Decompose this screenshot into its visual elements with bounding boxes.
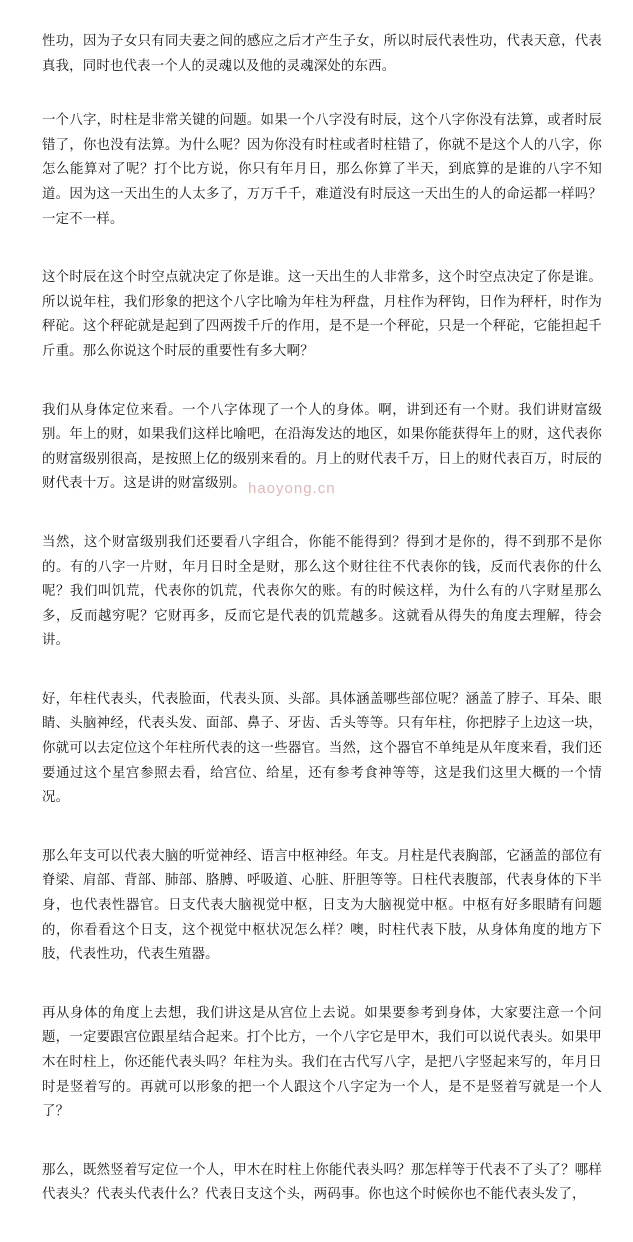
paragraph-6: 好，年柱代表头，代表脸面，代表头顶、头部。具体涵盖哪些部位呢？涵盖了脖子、耳朵、眼睛、头脑神经，代表头发、面部、鼻子、牙齿、舌头等等。只有年柱，你把脖子上边这一块，你就可以去定位这个年柱所代表的这一些器官。当然，这个器官不单纯是从年度来看，我们还要通过这个星宫参照去看，给宫位、给星，还有参考食神等等，这是我们这里大概的一个情况。 [42, 691, 602, 806]
paragraph-9: 那么，既然竖着写定位一个人，甲木在时柱上你能代表头吗？那怎样等于代表不了头了？哪样代表头？代表头代表什么？代表日支这个头，两码事。你也这个时候你也不能代表头发了， [42, 1162, 602, 1203]
paragraph-1: 性功，因为子女只有同夫妻之间的感应之后才产生子女，所以时辰代表性功，代表天意，代表真我，同时也代表一个人的灵魂以及他的灵魂深处的东西。 [42, 34, 602, 74]
paragraph-4: 我们从身体定位来看。一个八字体现了一个人的身体。啊，讲到还有一个财。我们讲财富级别。年上的财，如果我们这样比喻吧，在沿海发达的地区，如果你能获得年上的财，这代表你的财富级别很高，是按照上亿的级别来看的。月上的财代表千万，日上的财代表百万，时辰的财代表十万。这是讲的财富级别。 [42, 402, 602, 492]
paragraph-5: 当然，这个财富级别我们还要看八字组合，你能不能得到？得到才是你的，得不到那不是你的。有的八字一片财，年月日时全是财，那么这个财往往不代表你的钱，反而代表你的什么呢？我们叫饥荒，代表你的饥荒，代表你欠的账。有的时候这样，为什么有的八字财星那么多，反而越穷呢？它财再多，反而它是代表的饥荒越多。这就看从得失的角度去理解，待会讲。 [42, 534, 602, 649]
document-page [42, 30, 602, 1242]
paragraph-2: 一个八字，时柱是非常关键的问题。如果一个八字没有时辰，这个八字你没有法算，或者时辰错了，你也没有法算。为什么呢？因为你没有时柱或者时柱错了，你就不是这个人的八字，你怎么能算对了呢？打个比方说，你只有年月日，那么你算了半天，到底算的是谁的八字不知道。因为这一天出生的人太多了，万万千千，难道没有时辰这一天出生的人的命运都一样吗？一定不一样。 [42, 113, 602, 227]
paragraph-7: 那么年支可以代表大脑的听觉神经、语言中枢神经。年支。月柱是代表胸部，它涵盖的部位有脊梁、肩部、背部、肺部、胳膊、呼吸道、心脏、肝胆等等。日柱代表腹部，代表身体的下半身，也代表性器官。日支代表大脑视觉中枢，日支为大脑视觉中枢。中枢有好多眼睛有问题的，你看看这个日支，这个视觉中枢状况怎么样？噢，时柱代表下肢，从身体角度的地方下肢，代表性功，代表生殖器。 [42, 848, 602, 963]
watermark: haoyong.cn [248, 480, 336, 497]
paragraph-8: 再从身体的角度上去想，我们讲这是从宫位上去说。如果要参考到身体，大家要注意一个问题，一定要跟宫位跟星结合起来。打个比方，一个八字它是甲木，我们可以说代表头。如果甲木在时柱上，你还能代表头吗？年柱为头。我们在古代写八字，是把八字竖起来写的，年月日时是竖着写的。再就可以形象的把一个人跟这个八字定为一个人，是不是竖着写就是一个人了？ [42, 1005, 602, 1120]
paragraph-3: 这个时辰在这个时空点就决定了你是谁。这一天出生的人非常多，这个时空点决定了你是谁。所以说年柱，我们形象的把这个八字比喻为年柱为秤盘，月柱作为秤钩，日作为秤杆，时作为秤砣。这个秤砣就是起到了四两拨千斤的作用，是不是一个秤砣，只是一个秤砣，它能担起千斤重。那么你说这个时辰的重要性有多大啊？ [42, 270, 602, 359]
